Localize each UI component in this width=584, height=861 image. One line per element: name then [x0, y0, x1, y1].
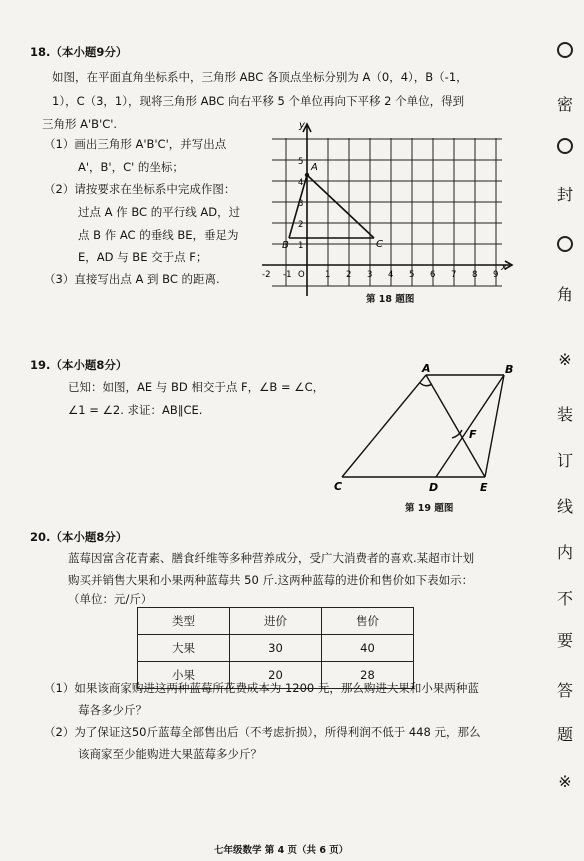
page-footer: 七年级数学 第 4 页（共 6 页）: [214, 845, 349, 856]
side-char: 密: [556, 95, 573, 114]
x-tick-label: 8: [472, 270, 478, 280]
q18-part1-b: A'，B'，C' 的坐标；: [78, 160, 184, 174]
table-cell: 30: [230, 635, 322, 662]
q18-part3: （3）直接写出点 A 到 BC 的距离.: [44, 272, 220, 286]
table-cell: 小果: [138, 662, 230, 689]
q19-line-1: 已知：如图，AE 与 BD 相交于点 F，∠B = ∠C，: [68, 380, 325, 394]
fig19-label-f: F: [469, 428, 477, 441]
side-char: 封: [556, 185, 573, 204]
side-char: 装: [556, 405, 573, 424]
fig19-label-d: D: [429, 481, 439, 494]
q18-part1-a: （1）画出三角形 A'B'C'，并写出点: [44, 137, 227, 151]
q18-intro-3: 三角形 A'B'C'.: [42, 117, 118, 131]
q18-part2-b: 过点 A 作 BC 的平行线 AD，过: [78, 205, 241, 219]
table-cell: 20: [230, 662, 322, 689]
table-cell: 大果: [138, 635, 230, 662]
y-tick-label: 2: [298, 220, 304, 230]
table-header-row: [138, 608, 414, 635]
side-char: 不: [556, 589, 573, 608]
seal-circle-icon: [548, 42, 582, 58]
table-cell: 28: [322, 662, 414, 689]
side-char: ※: [558, 772, 572, 791]
side-char: 内: [556, 543, 573, 562]
q19-number: 19.（本小题8分）: [30, 358, 128, 372]
q20-part1-b: 莓各多少斤？: [78, 703, 147, 717]
point-c-label: C: [376, 239, 383, 250]
side-char: 答: [556, 681, 573, 700]
table-header: 进价: [230, 608, 322, 635]
table-cell: 40: [322, 635, 414, 662]
x-tick-label: -2: [262, 270, 271, 280]
y-tick-label: 4: [298, 178, 304, 188]
x-tick-label: 2: [346, 270, 352, 280]
q18-caption: 第 18 题图: [366, 294, 415, 305]
x-tick-label: O: [298, 270, 305, 280]
q20-part1-a: （1）如果该商家购进这两种蓝莓所花费成本为 1200 元，那么购进大果和小果两种蓝: [44, 681, 479, 695]
q18-part2-d: E，AD 与 BE 交于点 F；: [78, 250, 208, 264]
q20-unit: （单位：元/斤）: [68, 592, 153, 606]
q18-part2-c: 点 B 作 AC 的垂线 BE，垂足为: [78, 228, 239, 242]
x-tick-label: 9: [493, 270, 499, 280]
q18-coordinate-grid: [262, 118, 522, 296]
point-b-label: B: [282, 240, 289, 251]
x-tick-label: 3: [367, 270, 373, 280]
q19-line-2: ∠1 = ∠2. 求证：AB∥CE.: [68, 403, 203, 417]
q20-line-2: 购买并销售大果和小果两种蓝莓共 50 斤.这两种蓝莓的进价和售价如下表如示：: [68, 573, 474, 587]
side-char: 角: [556, 285, 573, 304]
table-header: 售价: [322, 608, 414, 635]
fig19-label-c: C: [334, 480, 343, 493]
point-a-label: A: [311, 162, 318, 173]
price-table: [137, 607, 414, 689]
y-axis-label: y: [299, 120, 305, 131]
y-tick-label: 3: [298, 199, 304, 209]
q20-part2-b: 该商家至少能购进大果蓝莓多少斤？: [78, 747, 262, 761]
x-tick-label: -1: [283, 270, 292, 280]
x-tick-label: 1: [325, 270, 331, 280]
q20-number: 20.（本小题8分）: [30, 530, 128, 544]
fig19-label-e: E: [480, 481, 488, 494]
x-tick-label: 4: [388, 270, 394, 280]
side-char: 订: [556, 451, 573, 470]
fig19-label-b: B: [505, 363, 514, 376]
q19-caption: 第 19 题图: [405, 503, 454, 514]
x-tick-label: 5: [409, 270, 415, 280]
table-header: 类型: [138, 608, 230, 635]
side-char: 要: [556, 631, 573, 650]
table-row: [138, 635, 414, 662]
x-axis-label: x: [501, 262, 507, 273]
q20-part2-a: （2）为了保证这50斤蓝莓全部售出后（不考虑折损），所得利润不低于 448 元，那么: [44, 725, 481, 739]
q19-figure: [322, 360, 527, 500]
seal-circle-icon: [548, 138, 582, 154]
seal-circle-icon: [548, 236, 582, 252]
fig19-label-a: A: [422, 362, 431, 375]
q18-intro-2: 1），C（3，1），现将三角形 ABC 向右平移 5 个单位再向下平移 2 个单位，得到: [52, 94, 465, 108]
q20-line-1: 蓝莓因富含花青素、膳食纤维等多种营养成分，受广大消费者的喜欢.某超市计划: [68, 551, 475, 565]
x-tick-label: 6: [430, 270, 436, 280]
side-char: 线: [556, 497, 573, 516]
q18-number: 18.（本小题9分）: [30, 45, 128, 59]
side-char: 题: [556, 725, 573, 744]
y-tick-label: 1: [298, 241, 304, 251]
side-char: ※: [558, 350, 572, 369]
x-tick-label: 7: [451, 270, 457, 280]
q18-intro-1: 如图，在平面直角坐标系中，三角形 ABC 各顶点坐标分别为 A（0，4），B（-1，: [52, 70, 468, 84]
q18-part2-a: （2）请按要求在坐标系中完成作图：: [44, 182, 236, 196]
y-tick-label: 5: [298, 157, 304, 167]
